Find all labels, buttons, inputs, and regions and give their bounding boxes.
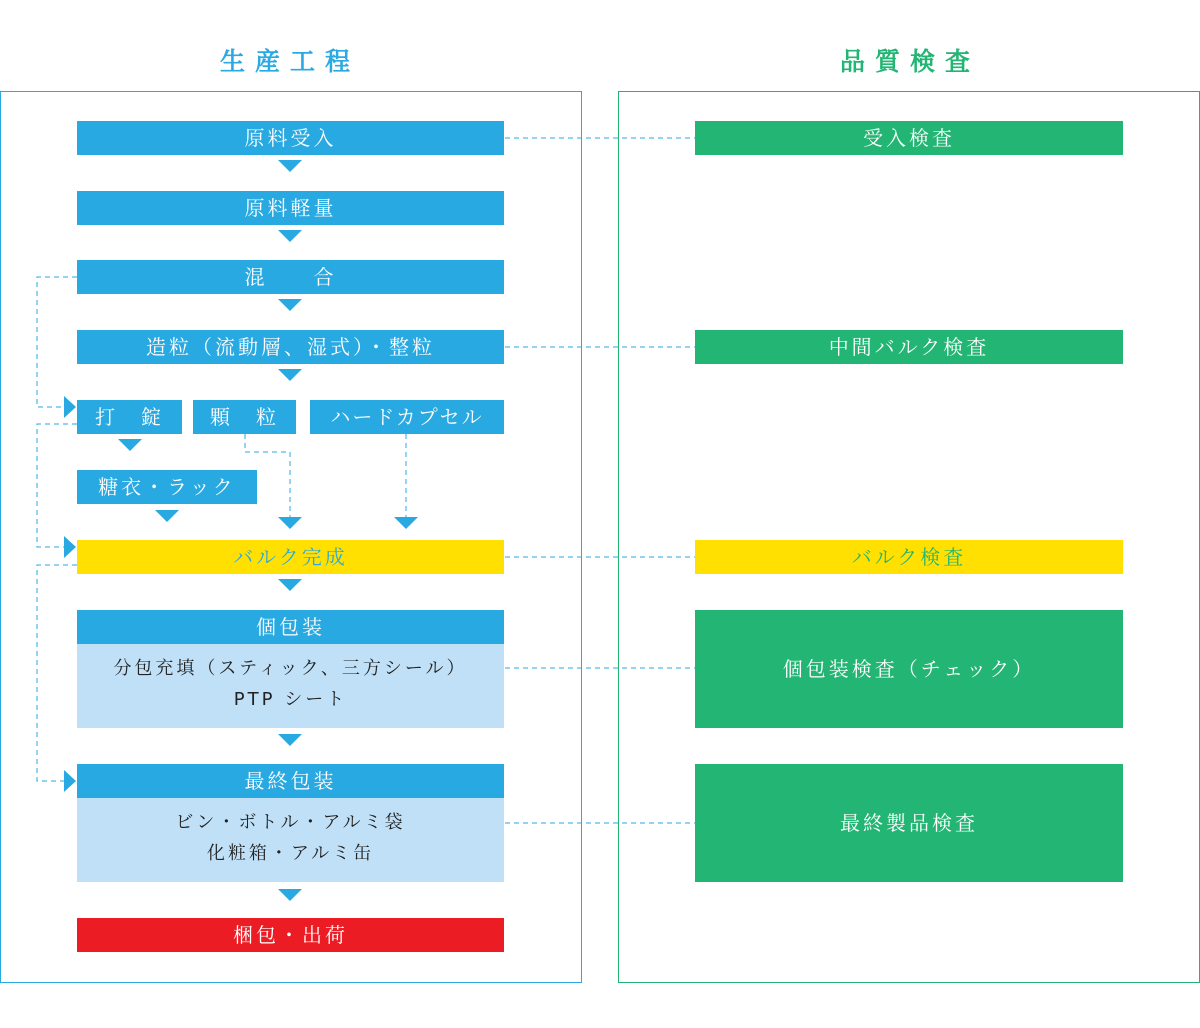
raw-receiving-box: 原料受入 [77,121,504,155]
tableting-box: 打 錠 [77,400,182,434]
route-bulk-to-final-packaging [37,565,77,781]
tableting-entry-arrow-icon [64,396,76,418]
flow-arrow-icon [118,439,142,451]
flow-arrow-icon [394,517,418,529]
sugar-coating-box: 糖衣・ラック [77,470,257,504]
final-product-inspection-box: 最終製品検査 [695,764,1123,882]
final-packaging-entry-arrow-icon [64,770,76,792]
flow-arrow-icon [278,160,302,172]
individual-packaging-detail-line2: PTP シート [233,689,348,710]
flow-arrow-icon [278,579,302,591]
quality-inspection-title: 品質検査 [839,47,980,76]
bulk-complete-box: バルク完成 [77,540,504,574]
granulation-box: 造粒（流動層、湿式）・整粒 [77,330,504,364]
route-mixing-to-tableting [37,277,77,407]
raw-weighing-box: 原料軽量 [77,191,504,225]
individual-packaging-inspection-box: 個包装検査（チェック） [695,610,1123,728]
final-packaging-details [77,798,504,882]
flow-arrow-icon [155,510,179,522]
mixing-box: 混 合 [77,260,504,294]
intermediate-bulk-inspection-box: 中間バルク検査 [695,330,1123,364]
flow-arrow-icon [278,299,302,311]
production-process-title: 生産工程 [219,47,360,76]
final-packaging-detail-line1: ビン・ボトル・アルミ袋 [175,812,406,833]
granules-box: 顆 粒 [193,400,296,434]
receiving-inspection-box: 受入検査 [695,121,1123,155]
bulk-entry-arrow-icon [64,536,76,558]
flow-arrow-icon [278,889,302,901]
final-packaging-header: 最終包装 [77,764,504,798]
individual-packaging-detail-line1: 分包充填（スティック、三方シール） [113,658,468,679]
individual-packaging-details [77,644,504,728]
flow-arrow-icon [278,517,302,529]
shipping-box: 梱包・出荷 [77,918,504,952]
hard-capsule-box: ハードカプセル [310,400,504,434]
flow-arrow-icon [278,230,302,242]
final-packaging-detail-line2: 化粧箱・アルミ缶 [206,843,375,864]
individual-packaging-header: 個包装 [77,610,504,644]
flow-arrow-icon [278,369,302,381]
bulk-inspection-box: バルク検査 [695,540,1123,574]
route-tableting-to-bulk [37,424,77,547]
flow-arrow-icon [278,734,302,746]
